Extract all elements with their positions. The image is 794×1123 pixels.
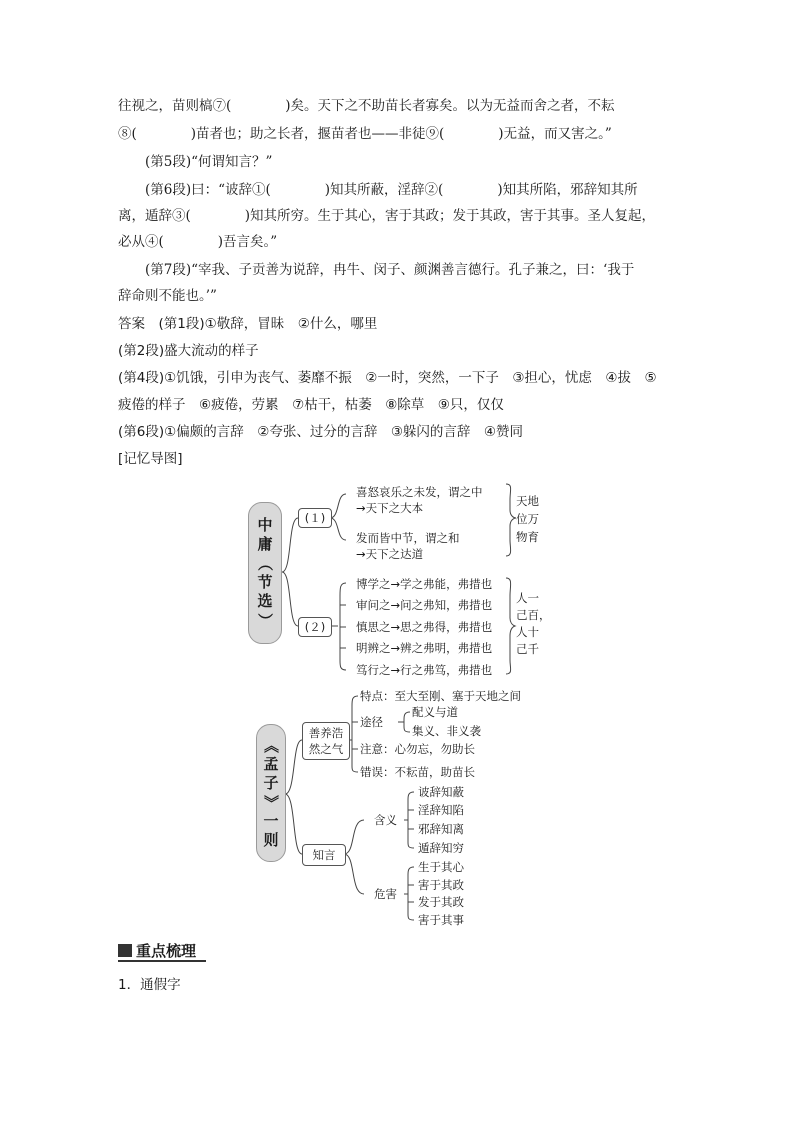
answer-line: 疲倦的样子 ⑥疲倦，劳累 ⑦枯干，枯萎 ⑧除草 ⑨只，仅仅 <box>118 397 504 413</box>
section-marker-icon <box>118 944 132 957</box>
answer-line: (第4段)①饥饿，引申为丧气、萎靡不振 ②一时，突然，一下子 ③担心，忧虑 ④拔 ⑤ <box>118 370 657 386</box>
tedian: 特点：至大至刚、塞于天地之间 <box>360 689 521 703</box>
passage-line: 离，遁辞③( )知其所穷。生于其心，害于其政；发于其政，害于其事。圣人复起， <box>118 208 656 224</box>
zhiyan-box: 知言 <box>302 844 346 866</box>
box-line: 然之气 <box>308 742 344 756</box>
box-line: 善养浩 <box>308 726 344 740</box>
node-2-item: 慎思之→思之弗得，弗措也 <box>356 620 493 634</box>
weihai-item: 害于其政 <box>418 878 464 892</box>
node-2-item: 明辨之→辨之弗明，弗措也 <box>356 641 493 655</box>
weihai: 危害 <box>374 887 397 901</box>
answer-line: 答案 (第1段)①敬辞，冒昧 ②什么，哪里 <box>118 316 378 332</box>
node-1-b2: →天下之达道 <box>356 547 424 561</box>
node-1-b1: 发而皆中节，谓之和 <box>356 531 460 545</box>
tujing-item: 集义、非义袭 <box>412 724 481 738</box>
section-item: 1．通假字 <box>118 977 181 993</box>
title-char: 中 <box>257 516 273 534</box>
title-char: ） <box>256 612 275 629</box>
hanyi-item: 邪辞知离 <box>418 822 464 836</box>
title-char: 节 <box>257 573 273 591</box>
passage-line: (第7段)“宰我、子贡善为说辞，冉牛、闵子、颜渊善言德行。孔子兼之，曰：‘我于 <box>145 262 635 278</box>
title-char: 》 <box>262 794 281 811</box>
tujing: 途径 <box>360 715 383 729</box>
node-2-result <box>516 590 551 658</box>
title-char: 庸 <box>257 535 273 553</box>
node-1-box: (１) <box>298 508 332 528</box>
node-2-item: 笃行之→行之弗笃，弗措也 <box>356 663 493 677</box>
hanyi-item: 遁辞知穷 <box>418 841 464 855</box>
mindmap-heading: [记忆导图] <box>118 451 183 467</box>
result-line: 己百， <box>516 608 551 622</box>
section-title-text: 重点梳理 <box>136 942 197 960</box>
zhuyi: 注意：心勿忘，勿助长 <box>360 742 475 756</box>
result-line: 物育 <box>516 530 539 544</box>
passage-line: ⑧( )苗者也；助之长者，揠苗者也——非徒⑨( )无益，而又害之。” <box>118 126 612 142</box>
hanyi-item: 诐辞知蔽 <box>418 785 464 799</box>
node-1-a2: →天下之大本 <box>356 501 424 515</box>
zhongyong-title-pill <box>248 502 282 644</box>
node-2-item: 审问之→问之弗知，弗措也 <box>356 598 493 612</box>
section-heading <box>118 940 196 961</box>
weihai-item: 生于其心 <box>418 860 464 874</box>
node-2-item: 博学之→学之弗能，弗措也 <box>356 577 493 591</box>
title-char: 选 <box>257 592 273 610</box>
answer-line: (第2段)盛大流动的样子 <box>118 343 259 359</box>
node-2-box: (２) <box>298 617 332 637</box>
weihai-item: 发于其政 <box>418 895 464 909</box>
hanyi: 含义 <box>374 813 397 827</box>
title-char: 子 <box>263 774 279 792</box>
passage-line: (第6段)曰：“诐辞①( )知其所蔽，淫辞②( )知其所陷，邪辞知其所 <box>145 182 638 198</box>
section-underline <box>118 960 206 962</box>
mengzi-title-pill <box>256 724 286 862</box>
title-char: 《 <box>262 737 281 754</box>
tujing-item: 配义与道 <box>412 705 458 719</box>
result-line: 己千 <box>516 642 539 656</box>
result-line: 人一 <box>516 591 539 605</box>
title-char: 孟 <box>263 755 279 773</box>
passage-line: 往视之，苗则槁⑦( )矣。天下之不助苗长者寡矣。以为无益而舍之者，不耘 <box>118 98 615 114</box>
result-line: 位万 <box>516 512 539 526</box>
title-char: 一 <box>263 812 279 830</box>
result-line: 人十 <box>516 625 539 639</box>
weihai-item: 害于其事 <box>418 913 464 927</box>
passage-line: 辞命则不能也。’” <box>118 288 217 304</box>
answer-line: (第6段)①偏颇的言辞 ②夸张、过分的言辞 ③躲闪的言辞 ④赞同 <box>118 424 524 440</box>
passage-line: 必从④( )吾言矣。” <box>118 234 278 250</box>
result-line: 天地 <box>516 494 539 508</box>
hanyi-item: 淫辞知陷 <box>418 803 464 817</box>
title-char: 则 <box>263 831 279 849</box>
title-char: （ <box>256 555 275 572</box>
node-1-result <box>516 492 539 546</box>
cuowu: 错误：不耘苗，助苗长 <box>360 765 475 779</box>
node-1-a1: 喜怒哀乐之未发，谓之中 <box>356 485 483 499</box>
haoran-box <box>302 722 350 760</box>
passage-line: (第5段)“何谓知言？” <box>145 154 273 170</box>
